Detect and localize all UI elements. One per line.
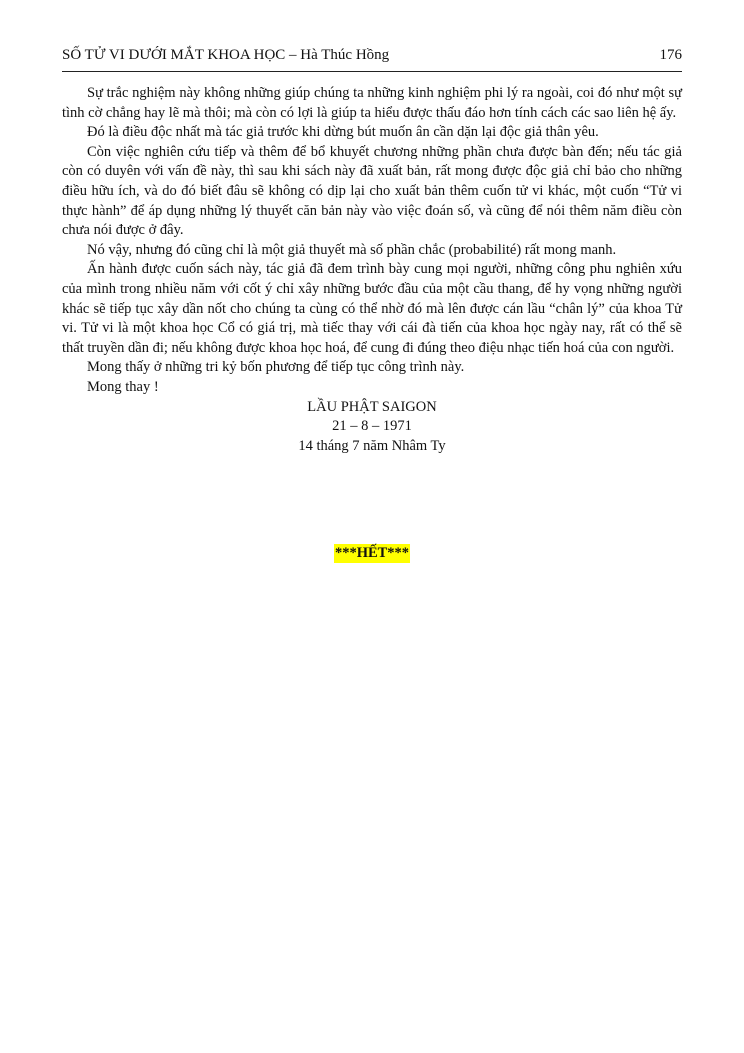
signature-lunar-date: 14 tháng 7 năm Nhâm Ty [298, 437, 446, 454]
signature-date: 21 – 8 – 1971 [332, 418, 412, 435]
end-marker: ***HẾT*** [334, 545, 410, 561]
header-divider [62, 71, 682, 72]
paragraph-7: Mong thay ! [87, 378, 159, 395]
paragraph-5: Ấn hành được cuốn sách này, tác giả đã đem trình bày cung mọi người, những công phu nghiên xứu của mình trong nhiều năm với cốt ý chỉ xây những bước đầu của một cầu thang, để hy vọng những người khác sẽ tiếp tục xây dần nốt cho chúng ta cùng có thể nhờ đó mà lên được cán lầu “chân lý” của khoa Tử vi. Tử vi là một khoa học Cổ có giá trị, mà tiếc thay với cái đà tiến của khoa học ngày nay, rất có thể sẽ thất truyền dần đi; nếu không được khoa học hoá, để cung đi đúng theo điệu nhạc tiến hoá của con người. [62, 261, 682, 356]
paragraph-6: Mong thấy ở những tri kỷ bốn phương để tiếp tục công trình này. [87, 359, 465, 376]
page-body [62, 84, 682, 456]
paragraph-2: Đó là điều độc nhất mà tác giả trước khi dừng bút muốn ân cần dặn lại độc giả thân yêu. [87, 124, 599, 141]
signature-place: LẦU PHẬT SAIGON [307, 398, 437, 415]
paragraph-3: Còn việc nghiên cứu tiếp và thêm để bổ khuyết chương những phần chưa được bàn đến; nếu tác giả còn có duyên với vấn đề này, thì sau khi sách này đã xuất bản, rất mong được độc giả chỉ bảo cho những điều hữu ích, và do đó biết đâu sẽ không có dịp lại cho xuất bản thêm cuốn tử vi khác, một cuốn “Tử vi thực hành” để áp dụng những lý thuyết căn bản này vào việc đoán số, và cũng để nói thêm năm điều còn chưa nói được ở đây. [62, 143, 682, 239]
end-marker-wrap [0, 544, 744, 563]
page-number: 176 [659, 47, 682, 63]
signature-block [62, 398, 682, 457]
book-title: SỐ TỬ VI DƯỚI MẮT KHOA HỌC – Hà Thúc Hồng [62, 47, 390, 63]
page-header [62, 44, 682, 66]
paragraph-4: Nó vậy, nhưng đó cũng chỉ là một giả thuyết mà số phần chắc (probabilité) rất mong manh. [87, 241, 617, 258]
paragraph-1: Sự trắc nghiệm này không những giúp chúng ta những kinh nghiệm phi lý ra ngoài, coi đó như một sự tình cờ chẳng hay lẽ mà thôi; mà còn có lợi là giúp ta hiểu được thấu đáo hơn tính cách các sao liên hệ ấy. [62, 85, 682, 121]
